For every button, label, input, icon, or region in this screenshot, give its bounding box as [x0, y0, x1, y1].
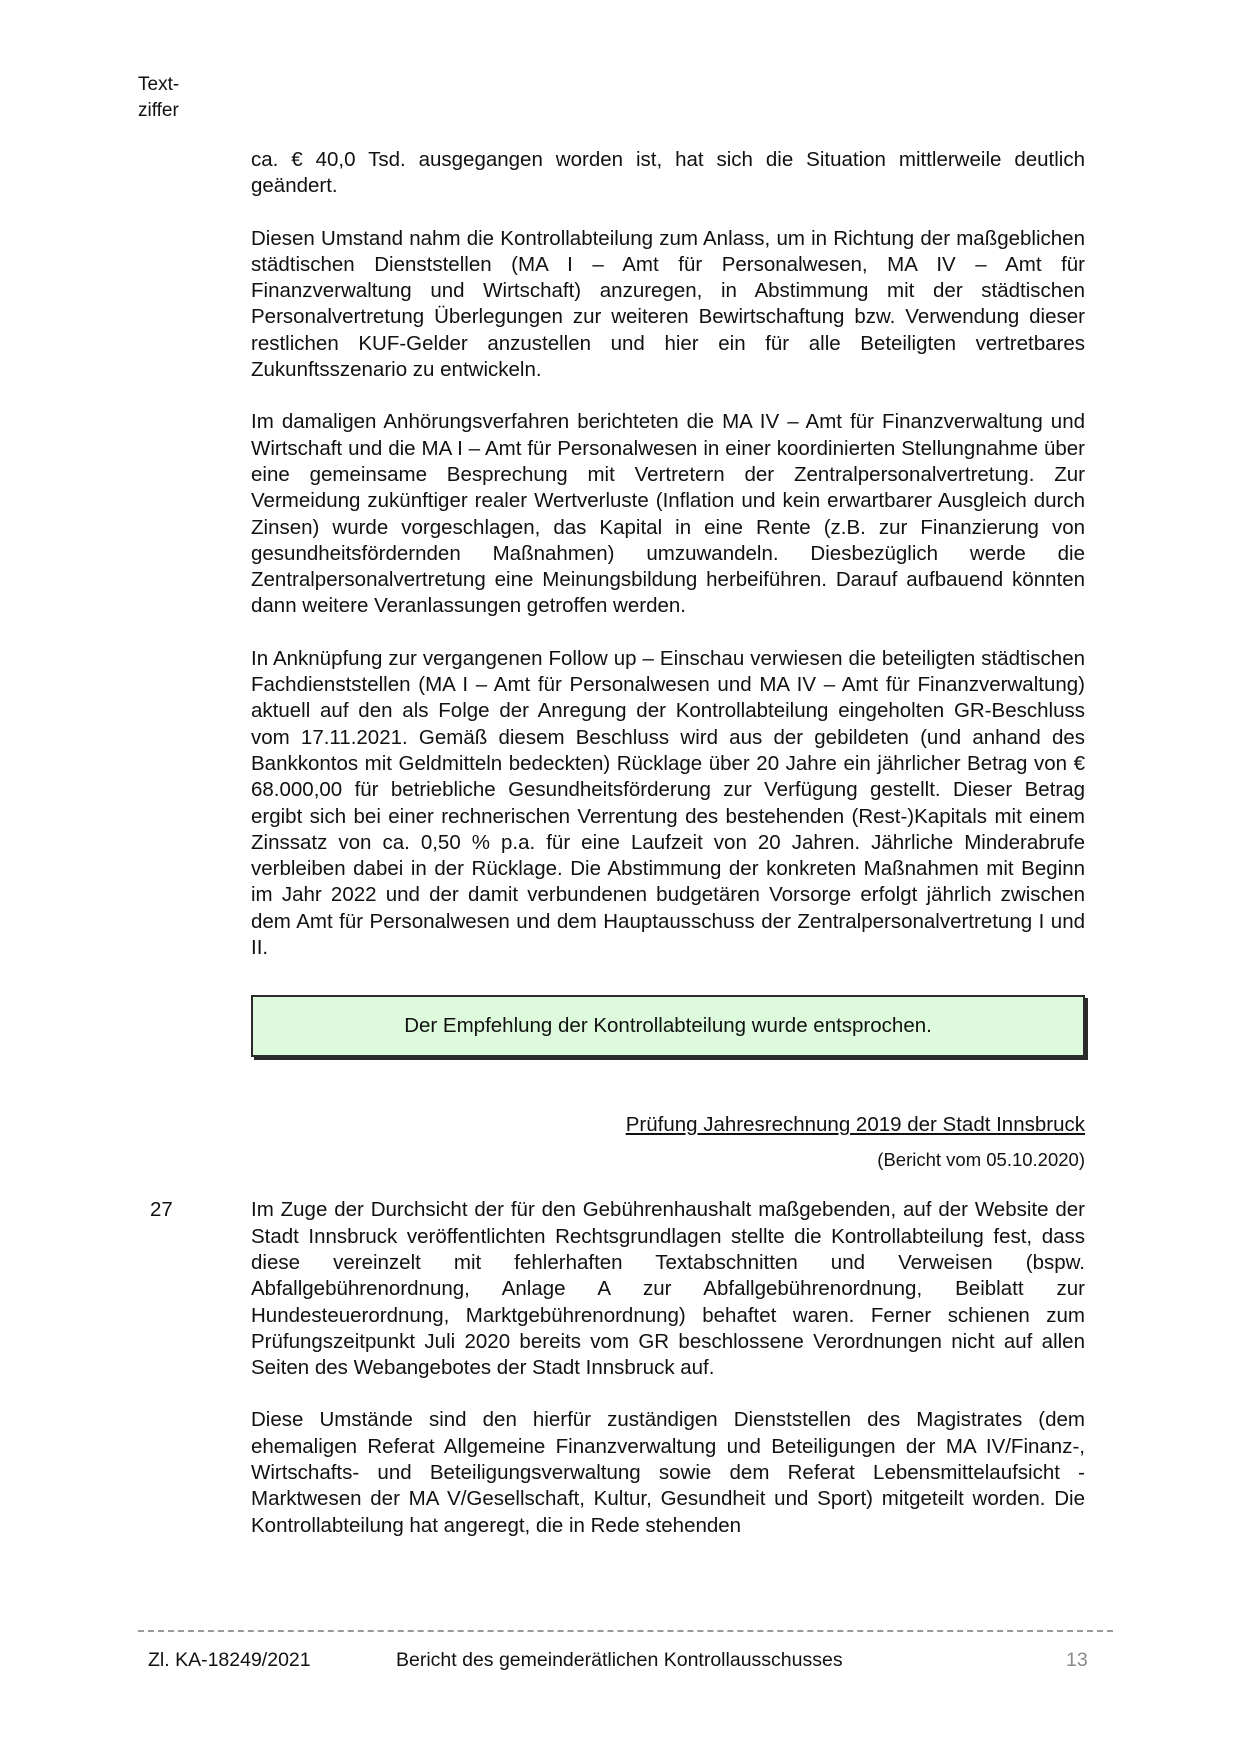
paragraph-2: Diesen Umstand nahm die Kontrollabteilung zum Anlass, um in Richtung der maßgeblichen städtischen Dienststellen (MA I – Amt für Personalwesen, MA IV – Amt für Finanzverwaltung und Wirtschaft) anzuregen, in Abstimmung mit der städtischen Personalvertretung Überlegungen zur weiteren Bewirtschaftung bzw. Verwendung dieser restlichen KUF-Gelder anzustellen und hier ein für alle Beteiligten vertretbares Zukunftsszenario zu entwickeln. [251, 226, 1085, 382]
margin-label-line-2: ziffer [138, 100, 179, 121]
footer-divider [138, 1630, 1113, 1632]
recommendation-box [251, 995, 1085, 1057]
textziffer-27 [150, 1197, 1085, 1539]
recommendation-text: Der Empfehlung der Kontrollabteilung wurde entsprochen. [404, 1014, 932, 1038]
paragraph-3: Im damaligen Anhörungsverfahren berichteten die MA IV – Amt für Finanzverwaltung und Wirtschaft und die MA I – Amt für Personalwesen in einer koordinierten Stellungnahme über eine gemeinsame Besprechung mit Vertretern der Zentralpersonalvertretung. Zur Vermeidung zukünftiger realer Wertverluste (Inflation und kein erwartbarer Ausgleich durch Zinsen) wurde vorgeschlagen, das Kapital in eine Rente (z.B. zur Finanzierung von gesundheitsfördernden Maßnahmen) umzuwandeln. Diesbezüglich werde die Zentralpersonalvertretung eine Meinungsbildung herbeiführen. Darauf aufbauend könnten dann weitere Veranlassungen getroffen werden. [251, 410, 1085, 618]
textziffer-number: 27 [150, 1198, 173, 1222]
footer-title: Bericht des gemeinderätlichen Kontrollausschusses [396, 1649, 843, 1671]
section-subheading: (Bericht vom 05.10.2020) [877, 1149, 1085, 1171]
paragraph-1: ca. € 40,0 Tsd. ausgegangen worden ist, hat sich die Situation mittlerweile deutlich geändert. [251, 148, 1085, 198]
textziffer-paragraph-2: Diese Umstände sind den hierfür zuständigen Dienststellen des Magistrates (dem ehemaligen Referat Allgemeine Finanzverwaltung und Beteiligungen der MA IV/Finanz-, Wirtschafts- und Beteiligungsverwaltung sowie dem Referat Lebensmittelaufsicht - Marktwesen der MA V/Gesellschaft, Kultur, Gesundheit und Sport) mitgeteilt worden. Die Kontrollabteilung hat angeregt, die in Rede stehenden [251, 1408, 1085, 1537]
textziffer-paragraph-1: Im Zuge der Durchsicht der für den Gebührenhaushalt maßgebenden, auf der Website der Stadt Innsbruck veröffentlichten Rechtsgrundlagen stellte die Kontrollabteilung fest, dass diese vereinzelt mit fehlerhaften Textabschnitten und Verweisen (bspw. Abfallgebührenordnung, Anlage A zur Abfallgebührenordnung, Beiblatt zur Hundesteuerordnung, Marktgebührenordnung) behaftet waren. Ferner schienen zum Prüfungszeitpunkt Juli 2020 bereits vom GR beschlossene Verordnungen nicht auf allen Seiten des Webangebotes der Stadt Innsbruck auf. [251, 1198, 1085, 1380]
main-content [150, 147, 1085, 1539]
margin-label-line-1: Text- [138, 74, 180, 95]
page-number: 13 [1066, 1649, 1088, 1671]
section-heading: Prüfung Jahresrechnung 2019 der Stadt Innsbruck [625, 1113, 1085, 1137]
footer-reference: Zl. KA-18249/2021 [148, 1649, 311, 1671]
textziffer-margin-label [138, 72, 179, 124]
paragraph-4: In Anknüpfung zur vergangenen Follow up – Einschau verwiesen die beteiligten städtischen Fachdienststellen (MA I – Amt für Personalwesen und MA IV – Amt für Finanzverwaltung) aktuell auf den als Folge der Anregung der Kontrollabteilung eingeholten GR-Beschluss vom 17.11.2021. Gemäß diesem Beschluss wird aus der gebildeten (und anhand des Bankkontos mit Geldmitteln bedeckten) Rücklage über 20 Jahre ein jährlicher Betrag von € 68.000,00 für betriebliche Gesundheitsförderung zur Verfügung gestellt. Dieser Betrag ergibt sich bei einer rechnerischen Verrentung des bestehenden (Rest-)Kapitals mit einem Zinssatz von ca. 0,50 % p.a. für eine Laufzeit von 20 Jahren. Jährliche Minderabrufe verbleiben dabei in der Rücklage. Die Abstimmung der konkreten Maßnahmen mit Beginn im Jahr 2022 und der damit verbundenen budgetären Vorsorge erfolgt jährlich zwischen dem Amt für Personalwesen und dem Hauptausschuss der Zentralpersonalvertretung I und II. [251, 646, 1085, 960]
